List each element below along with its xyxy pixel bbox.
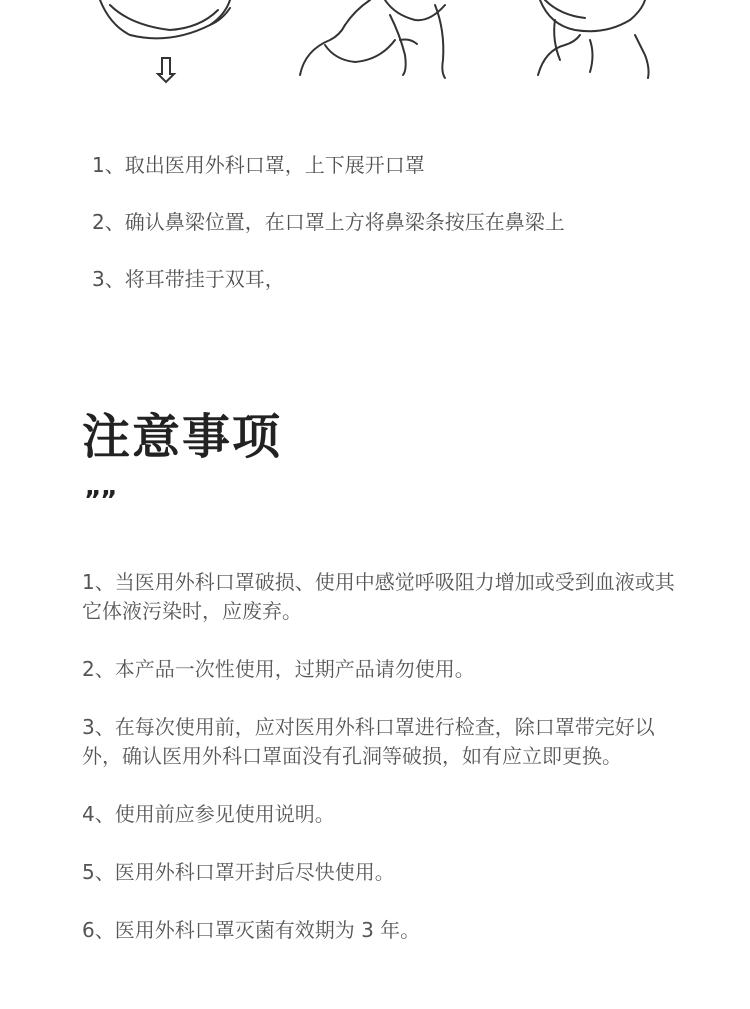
usage-illustrations	[0, 0, 750, 90]
precaution-item: 1、当医用外科口罩破损、使用中感觉呼吸阻力增加或受到血液或其它体液污染时，应废弃。	[82, 570, 675, 623]
precaution-item: 2、本产品一次性使用，过期产品请勿使用。	[82, 657, 475, 681]
decorative-quote-mark: ””	[84, 486, 117, 516]
precaution-item: 4、使用前应参见使用说明。	[82, 802, 335, 826]
nose-clip-press-illustration	[295, 0, 475, 90]
ear-loop-wear-illustration	[530, 0, 660, 90]
mask-unfold-illustration	[90, 0, 250, 90]
usage-step: 1、取出医用外科口罩，上下展开口罩	[92, 153, 425, 177]
precaution-item: 5、医用外科口罩开封后尽快使用。	[82, 860, 395, 884]
precautions-heading: 注意事项	[82, 409, 283, 465]
precaution-item: 3、在每次使用前，应对医用外科口罩进行检查，除口罩带完好以外，确认医用外科口罩面没有孔洞等破损，如有应立即更换。	[82, 715, 655, 768]
usage-step: 2、确认鼻梁位置，在口罩上方将鼻梁条按压在鼻梁上	[92, 210, 565, 234]
usage-step: 3、将耳带挂于双耳，	[92, 267, 285, 291]
precaution-item: 6、医用外科口罩灭菌有效期为 3 年。	[82, 918, 421, 942]
precautions-list	[82, 568, 682, 974]
usage-steps	[92, 150, 565, 321]
